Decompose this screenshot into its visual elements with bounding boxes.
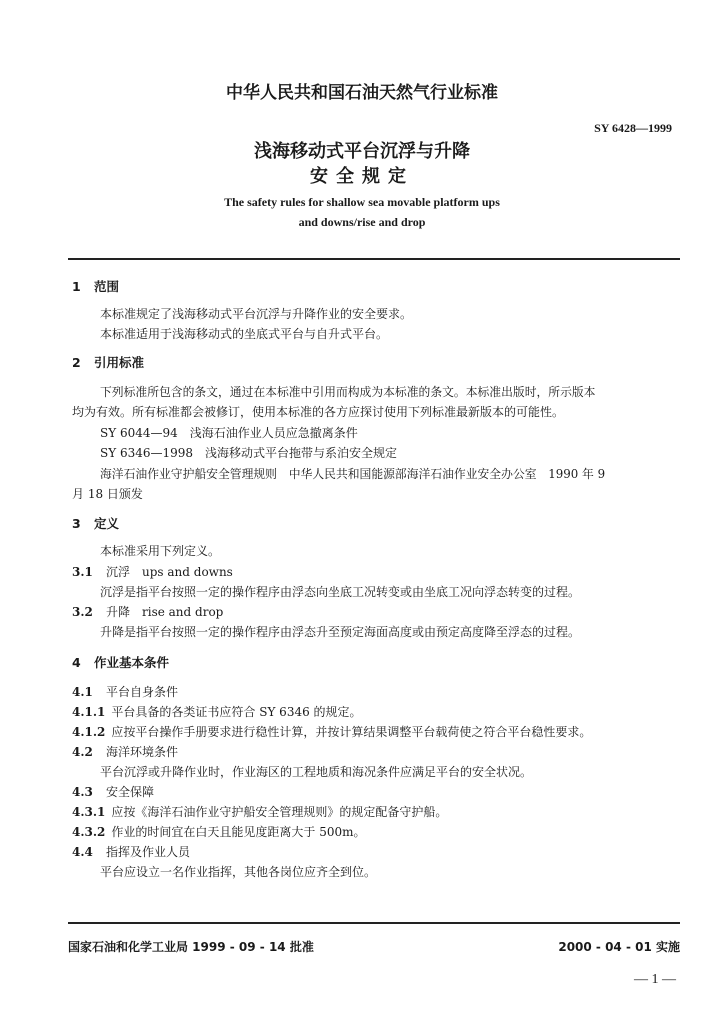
implementation-date: 2000 - 04 - 01 实施 [558, 940, 680, 954]
document-title: 浅海移动式平台沉浮与升降 [254, 141, 470, 162]
page-number: — 1 — [634, 972, 676, 987]
approval-date: 国家石油和化学工业局 1999 - 09 - 14 批准 [68, 940, 314, 954]
clause-body: 平台沉浮或升降作业时，作业海区的工程地质和海况条件应满足平台的安全状况。 [100, 765, 533, 779]
clause [72, 703, 362, 720]
clause [72, 683, 178, 700]
paragraph: 本标准采用下列定义。 [100, 544, 221, 558]
clause-text: 海洋环境条件 [106, 745, 179, 759]
clause [72, 823, 366, 840]
definition-text: 升降是指平台按照一定的操作程序由浮态升至预定海面高度或由预定高度降至浮态的过程。 [100, 625, 581, 639]
section-title: 范围 [94, 279, 120, 294]
clause-body: 平台应设立一名作业指挥，其他各岗位应齐全到位。 [100, 865, 377, 879]
english-title-line2: and downs/rise and drop [298, 215, 426, 229]
paragraph-continuation: 均为有效。所有标准都会被修订，使用本标准的各方应探讨使用下列标准最新版本的可能性。 [72, 405, 565, 419]
paragraph: 下列标准所包含的条文，通过在本标准中引用而构成为本标准的条文。本标准出版时，所示版本 [100, 385, 596, 399]
clause [72, 743, 178, 760]
clause-text: 平台自身条件 [106, 685, 179, 699]
clause-text: 安全保障 [106, 785, 155, 799]
section-heading-1 [72, 277, 119, 295]
clause-number: 4.1.1 [72, 705, 106, 719]
section-heading-3 [72, 514, 119, 532]
paragraph: 本标准适用于浅海移动式的坐底式平台与自升式平台。 [100, 327, 389, 341]
clause [72, 803, 447, 820]
section-title: 作业基本条件 [94, 655, 170, 670]
section-heading-2 [72, 353, 144, 371]
section-number: 2 [72, 355, 81, 370]
reference-item: SY 6346—1998 浅海移动式平台拖带与系泊安全规定 [100, 446, 398, 460]
clause [72, 723, 591, 740]
section-heading-4 [72, 653, 169, 671]
clause-text: 应按《海洋石油作业守护船安全管理规则》的规定配备守护船。 [111, 805, 448, 819]
clause-text: 指挥及作业人员 [106, 845, 191, 859]
definition-term: 沉浮 ups and downs [106, 565, 233, 579]
section-number: 3 [72, 516, 81, 531]
standard-category-title: 中华人民共和国石油天然气行业标准 [226, 83, 498, 103]
document-title-line2: 安全规定 [310, 166, 414, 187]
definition-heading [72, 603, 223, 620]
clause [72, 783, 154, 800]
section-title: 定义 [94, 516, 120, 531]
clause-number: 4.2 [72, 745, 93, 759]
english-title: The safety rules for shallow sea movable platform ups [224, 195, 500, 209]
clause-number: 4.1 [72, 685, 93, 699]
clause-number: 4.3.2 [72, 825, 106, 839]
clause-text: 作业的时间宜在白天且能见度距离大于 500m。 [111, 825, 366, 839]
section-number: 1 [72, 279, 81, 294]
reference-item: 海洋石油作业守护船安全管理规则 中华人民共和国能源部海洋石油作业安全办公室 1990 年 9 [100, 467, 606, 481]
clause-number: 4.4 [72, 845, 93, 859]
definition-text: 沉浮是指平台按照一定的操作程序由浮态向坐底工况转变或由坐底工况向浮态转变的过程。 [100, 585, 581, 599]
reference-item-continuation: 月 18 日颁发 [72, 487, 143, 501]
clause-number: 3.1 [72, 565, 93, 579]
clause [72, 843, 190, 860]
clause-number: 4.3 [72, 785, 93, 799]
clause-text: 应按平台操作手册要求进行稳性计算，并按计算结果调整平台载荷使之符合平台稳性要求。 [111, 725, 592, 739]
definition-term: 升降 rise and drop [106, 605, 224, 619]
reference-item: SY 6044—94 浅海石油作业人员应急撤离条件 [100, 426, 358, 440]
clause-number: 4.3.1 [72, 805, 106, 819]
section-title: 引用标准 [94, 355, 145, 370]
clause-number: 4.1.2 [72, 725, 106, 739]
footer-divider [68, 922, 680, 924]
section-number: 4 [72, 655, 81, 670]
clause-text: 平台具备的各类证书应符合 SY 6346 的规定。 [111, 705, 362, 719]
paragraph: 本标准规定了浅海移动式平台沉浮与升降作业的安全要求。 [100, 307, 413, 321]
standard-number: SY 6428—1999 [594, 121, 672, 135]
header-divider [68, 258, 680, 260]
clause-number: 3.2 [72, 605, 93, 619]
definition-heading [72, 563, 233, 580]
